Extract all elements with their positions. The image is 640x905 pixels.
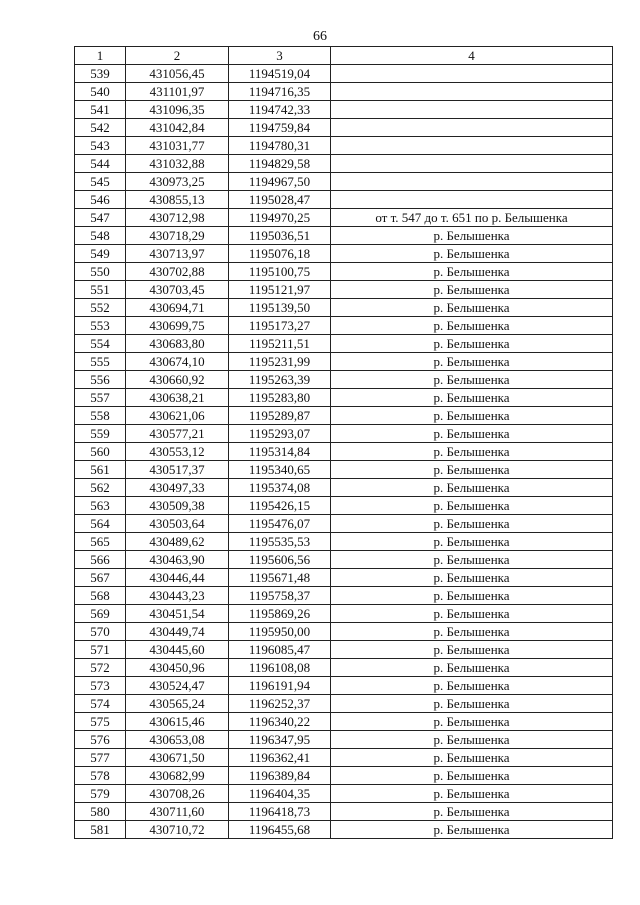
cell-description: р. Белышенка (331, 407, 613, 425)
cell-y-coordinate: 1194780,31 (229, 137, 331, 155)
table-row (75, 533, 613, 551)
table-row (75, 389, 613, 407)
cell-description: р. Белышенка (331, 353, 613, 371)
cell-y-coordinate: 1194829,58 (229, 155, 331, 173)
cell-y-coordinate: 1195283,80 (229, 389, 331, 407)
cell-point-number: 576 (75, 731, 126, 749)
cell-x-coordinate: 430449,74 (126, 623, 229, 641)
table-row (75, 245, 613, 263)
cell-y-coordinate: 1195211,51 (229, 335, 331, 353)
cell-x-coordinate: 430703,45 (126, 281, 229, 299)
cell-x-coordinate: 430443,23 (126, 587, 229, 605)
cell-x-coordinate: 430671,50 (126, 749, 229, 767)
cell-point-number: 559 (75, 425, 126, 443)
cell-point-number: 562 (75, 479, 126, 497)
table-row (75, 209, 613, 227)
column-header-y: 3 (229, 47, 331, 65)
column-header-x: 2 (126, 47, 229, 65)
cell-description: р. Белышенка (331, 317, 613, 335)
cell-x-coordinate: 431031,77 (126, 137, 229, 155)
cell-point-number: 555 (75, 353, 126, 371)
cell-x-coordinate: 430509,38 (126, 497, 229, 515)
cell-y-coordinate: 1196418,73 (229, 803, 331, 821)
cell-x-coordinate: 430973,25 (126, 173, 229, 191)
cell-point-number: 541 (75, 101, 126, 119)
cell-description: р. Белышенка (331, 425, 613, 443)
table-row (75, 785, 613, 803)
cell-point-number: 580 (75, 803, 126, 821)
table-row (75, 551, 613, 569)
table-row (75, 497, 613, 515)
cell-description (331, 137, 613, 155)
cell-point-number: 549 (75, 245, 126, 263)
cell-x-coordinate: 430694,71 (126, 299, 229, 317)
cell-point-number: 577 (75, 749, 126, 767)
column-header-description: 4 (331, 47, 613, 65)
cell-x-coordinate: 430517,37 (126, 461, 229, 479)
cell-x-coordinate: 430682,99 (126, 767, 229, 785)
cell-x-coordinate: 430621,06 (126, 407, 229, 425)
cell-x-coordinate: 430463,90 (126, 551, 229, 569)
table-row (75, 461, 613, 479)
cell-y-coordinate: 1195293,07 (229, 425, 331, 443)
cell-point-number: 567 (75, 569, 126, 587)
table-row (75, 227, 613, 245)
cell-description: р. Белышенка (331, 281, 613, 299)
cell-point-number: 544 (75, 155, 126, 173)
cell-description: р. Белышенка (331, 767, 613, 785)
cell-point-number: 579 (75, 785, 126, 803)
table-row (75, 317, 613, 335)
cell-y-coordinate: 1195028,47 (229, 191, 331, 209)
table-header-row (75, 47, 613, 65)
cell-y-coordinate: 1195606,56 (229, 551, 331, 569)
table-row (75, 731, 613, 749)
table-row (75, 407, 613, 425)
cell-description: р. Белышенка (331, 569, 613, 587)
cell-description (331, 191, 613, 209)
cell-y-coordinate: 1195869,26 (229, 605, 331, 623)
cell-point-number: 568 (75, 587, 126, 605)
cell-x-coordinate: 430450,96 (126, 659, 229, 677)
cell-point-number: 575 (75, 713, 126, 731)
cell-point-number: 569 (75, 605, 126, 623)
cell-x-coordinate: 430855,13 (126, 191, 229, 209)
cell-y-coordinate: 1194970,25 (229, 209, 331, 227)
cell-x-coordinate: 430451,54 (126, 605, 229, 623)
cell-point-number: 574 (75, 695, 126, 713)
cell-description: р. Белышенка (331, 677, 613, 695)
cell-x-coordinate: 430497,33 (126, 479, 229, 497)
cell-point-number: 545 (75, 173, 126, 191)
cell-y-coordinate: 1194967,50 (229, 173, 331, 191)
cell-point-number: 558 (75, 407, 126, 425)
cell-description: р. Белышенка (331, 443, 613, 461)
cell-y-coordinate: 1195671,48 (229, 569, 331, 587)
cell-description: р. Белышенка (331, 245, 613, 263)
cell-description: р. Белышенка (331, 587, 613, 605)
cell-x-coordinate: 430553,12 (126, 443, 229, 461)
table-row (75, 119, 613, 137)
cell-description (331, 101, 613, 119)
cell-x-coordinate: 430446,44 (126, 569, 229, 587)
cell-description (331, 65, 613, 83)
table-row (75, 659, 613, 677)
table-row (75, 677, 613, 695)
cell-point-number: 560 (75, 443, 126, 461)
cell-x-coordinate: 430653,08 (126, 731, 229, 749)
cell-x-coordinate: 431056,45 (126, 65, 229, 83)
cell-description: р. Белышенка (331, 605, 613, 623)
cell-x-coordinate: 430577,21 (126, 425, 229, 443)
table-row (75, 155, 613, 173)
cell-description: от т. 547 до т. 651 по р. Белышенка (331, 209, 613, 227)
cell-x-coordinate: 430708,26 (126, 785, 229, 803)
cell-description (331, 155, 613, 173)
cell-point-number: 547 (75, 209, 126, 227)
cell-y-coordinate: 1196389,84 (229, 767, 331, 785)
table-row (75, 137, 613, 155)
cell-x-coordinate: 430718,29 (126, 227, 229, 245)
cell-y-coordinate: 1194519,04 (229, 65, 331, 83)
cell-x-coordinate: 430702,88 (126, 263, 229, 281)
table-row (75, 695, 613, 713)
cell-point-number: 553 (75, 317, 126, 335)
cell-y-coordinate: 1195100,75 (229, 263, 331, 281)
cell-x-coordinate: 431042,84 (126, 119, 229, 137)
cell-y-coordinate: 1195758,37 (229, 587, 331, 605)
cell-y-coordinate: 1196362,41 (229, 749, 331, 767)
cell-point-number: 552 (75, 299, 126, 317)
cell-point-number: 539 (75, 65, 126, 83)
table-row (75, 623, 613, 641)
cell-description: р. Белышенка (331, 533, 613, 551)
cell-y-coordinate: 1195476,07 (229, 515, 331, 533)
table-row (75, 263, 613, 281)
table-row (75, 101, 613, 119)
table-row (75, 191, 613, 209)
cell-point-number: 557 (75, 389, 126, 407)
cell-y-coordinate: 1196404,35 (229, 785, 331, 803)
cell-description: р. Белышенка (331, 713, 613, 731)
cell-point-number: 572 (75, 659, 126, 677)
cell-y-coordinate: 1196191,94 (229, 677, 331, 695)
table-row (75, 65, 613, 83)
cell-point-number: 540 (75, 83, 126, 101)
cell-description: р. Белышенка (331, 461, 613, 479)
cell-y-coordinate: 1196085,47 (229, 641, 331, 659)
table-row (75, 371, 613, 389)
cell-y-coordinate: 1195263,39 (229, 371, 331, 389)
cell-description: р. Белышенка (331, 263, 613, 281)
cell-description: р. Белышенка (331, 623, 613, 641)
table-row (75, 515, 613, 533)
cell-description: р. Белышенка (331, 479, 613, 497)
table-row (75, 443, 613, 461)
cell-point-number: 551 (75, 281, 126, 299)
cell-y-coordinate: 1195231,99 (229, 353, 331, 371)
cell-description: р. Белышенка (331, 785, 613, 803)
cell-description: р. Белышенка (331, 299, 613, 317)
cell-x-coordinate: 430712,98 (126, 209, 229, 227)
table-row (75, 641, 613, 659)
cell-x-coordinate: 430710,72 (126, 821, 229, 839)
table-row (75, 713, 613, 731)
cell-x-coordinate: 430660,92 (126, 371, 229, 389)
cell-y-coordinate: 1195535,53 (229, 533, 331, 551)
cell-description: р. Белышенка (331, 731, 613, 749)
cell-x-coordinate: 430638,21 (126, 389, 229, 407)
cell-point-number: 550 (75, 263, 126, 281)
cell-point-number: 571 (75, 641, 126, 659)
cell-point-number: 578 (75, 767, 126, 785)
coordinates-table (74, 46, 613, 839)
cell-description: р. Белышенка (331, 389, 613, 407)
cell-y-coordinate: 1195314,84 (229, 443, 331, 461)
cell-x-coordinate: 430503,64 (126, 515, 229, 533)
cell-y-coordinate: 1195036,51 (229, 227, 331, 245)
cell-point-number: 564 (75, 515, 126, 533)
cell-y-coordinate: 1196455,68 (229, 821, 331, 839)
cell-y-coordinate: 1194759,84 (229, 119, 331, 137)
cell-description (331, 83, 613, 101)
cell-description: р. Белышенка (331, 749, 613, 767)
table-body (75, 65, 613, 839)
cell-y-coordinate: 1196252,37 (229, 695, 331, 713)
cell-x-coordinate: 431101,97 (126, 83, 229, 101)
cell-y-coordinate: 1196340,22 (229, 713, 331, 731)
cell-description: р. Белышенка (331, 497, 613, 515)
cell-x-coordinate: 430683,80 (126, 335, 229, 353)
cell-point-number: 566 (75, 551, 126, 569)
cell-y-coordinate: 1196347,95 (229, 731, 331, 749)
cell-x-coordinate: 430445,60 (126, 641, 229, 659)
cell-description: р. Белышенка (331, 227, 613, 245)
cell-x-coordinate: 430489,62 (126, 533, 229, 551)
cell-x-coordinate: 431096,35 (126, 101, 229, 119)
cell-description: р. Белышенка (331, 641, 613, 659)
cell-point-number: 543 (75, 137, 126, 155)
table-row (75, 335, 613, 353)
cell-y-coordinate: 1195121,97 (229, 281, 331, 299)
cell-y-coordinate: 1196108,08 (229, 659, 331, 677)
cell-y-coordinate: 1194716,35 (229, 83, 331, 101)
cell-point-number: 565 (75, 533, 126, 551)
table-row (75, 281, 613, 299)
cell-point-number: 561 (75, 461, 126, 479)
cell-point-number: 546 (75, 191, 126, 209)
cell-point-number: 542 (75, 119, 126, 137)
cell-y-coordinate: 1195076,18 (229, 245, 331, 263)
table-row (75, 587, 613, 605)
cell-y-coordinate: 1195139,50 (229, 299, 331, 317)
cell-x-coordinate: 430615,46 (126, 713, 229, 731)
cell-y-coordinate: 1195289,87 (229, 407, 331, 425)
cell-description: р. Белышенка (331, 821, 613, 839)
cell-y-coordinate: 1195173,27 (229, 317, 331, 335)
table-row (75, 605, 613, 623)
table-row (75, 173, 613, 191)
table-row (75, 767, 613, 785)
cell-x-coordinate: 430524,47 (126, 677, 229, 695)
cell-description: р. Белышенка (331, 335, 613, 353)
cell-description: р. Белышенка (331, 803, 613, 821)
table-row (75, 569, 613, 587)
cell-x-coordinate: 431032,88 (126, 155, 229, 173)
table-row (75, 83, 613, 101)
cell-description: р. Белышенка (331, 695, 613, 713)
cell-description: р. Белышенка (331, 515, 613, 533)
table-row (75, 479, 613, 497)
cell-y-coordinate: 1195374,08 (229, 479, 331, 497)
table-row (75, 353, 613, 371)
page-number: 66 (313, 29, 327, 44)
cell-point-number: 556 (75, 371, 126, 389)
cell-x-coordinate: 430565,24 (126, 695, 229, 713)
cell-point-number: 570 (75, 623, 126, 641)
cell-y-coordinate: 1194742,33 (229, 101, 331, 119)
cell-x-coordinate: 430711,60 (126, 803, 229, 821)
cell-y-coordinate: 1195950,00 (229, 623, 331, 641)
cell-description: р. Белышенка (331, 371, 613, 389)
cell-point-number: 548 (75, 227, 126, 245)
cell-description: р. Белышенка (331, 551, 613, 569)
cell-x-coordinate: 430713,97 (126, 245, 229, 263)
table-row (75, 425, 613, 443)
cell-description (331, 119, 613, 137)
cell-point-number: 581 (75, 821, 126, 839)
cell-description (331, 173, 613, 191)
cell-y-coordinate: 1195340,65 (229, 461, 331, 479)
cell-y-coordinate: 1195426,15 (229, 497, 331, 515)
cell-x-coordinate: 430699,75 (126, 317, 229, 335)
table-row (75, 803, 613, 821)
cell-x-coordinate: 430674,10 (126, 353, 229, 371)
table-row (75, 749, 613, 767)
table-row (75, 299, 613, 317)
table-row (75, 821, 613, 839)
cell-point-number: 554 (75, 335, 126, 353)
cell-description: р. Белышенка (331, 659, 613, 677)
cell-point-number: 563 (75, 497, 126, 515)
column-header-point-number: 1 (75, 47, 126, 65)
cell-point-number: 573 (75, 677, 126, 695)
